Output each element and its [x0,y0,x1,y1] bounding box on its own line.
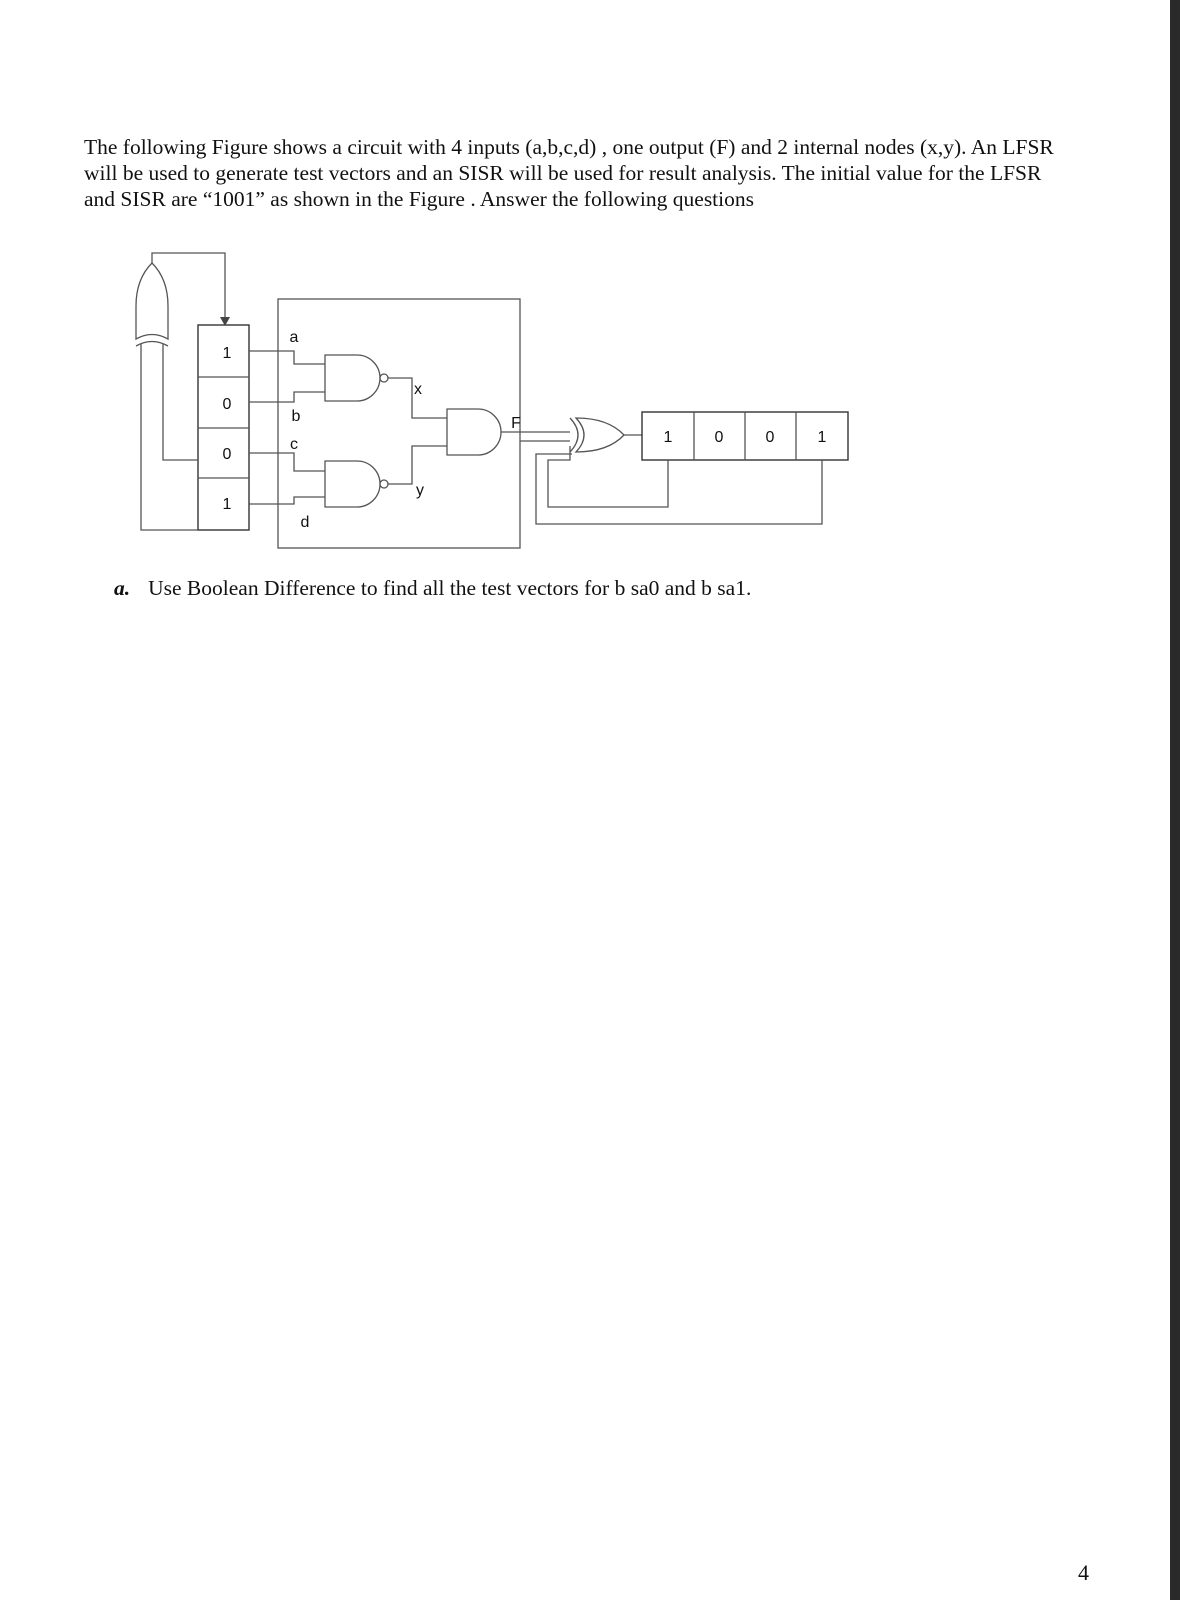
label-d: d [300,514,310,531]
intro-paragraph: The following Figure shows a circuit with 4 inputs (a,b,c,d) , one output (F) and 2 internal nodes (x,y). An LFSR will be used to generate test vectors and an SISR will be used for result analysis. The initial value for the LFSR and SISR are “1001” as shown in the Figure . Answer the following questions [84,135,1054,211]
sisr-bit-1: 1 [663,429,673,446]
sisr-bit-3: 0 [765,429,775,446]
lfsr-bit-4: 1 [222,496,232,513]
question-a [114,576,751,601]
nand-gate-y [325,461,388,507]
nand-gate-x [325,355,388,401]
sisr-bit-2: 0 [714,429,724,446]
sisr-bit-4: 1 [817,429,827,446]
question-number: a. [114,576,131,600]
label-a: a [289,329,299,346]
label-f: F [511,415,521,432]
sisr-xor-gate [570,418,624,452]
question-text: Use Boolean Difference to find all the test vectors for b sa0 and b sa1. [148,576,752,600]
and-gate-f [447,409,501,455]
page-number: 4 [1078,1560,1089,1585]
lfsr-bit-1: 1 [222,345,232,362]
label-y: y [416,482,424,499]
lfsr-bit-2: 0 [222,396,232,413]
label-b: b [291,408,301,425]
lfsr-bit-3: 0 [222,446,232,463]
lfsr-xor-gate [136,263,168,346]
label-c: c [290,436,298,453]
label-x: x [414,381,422,398]
